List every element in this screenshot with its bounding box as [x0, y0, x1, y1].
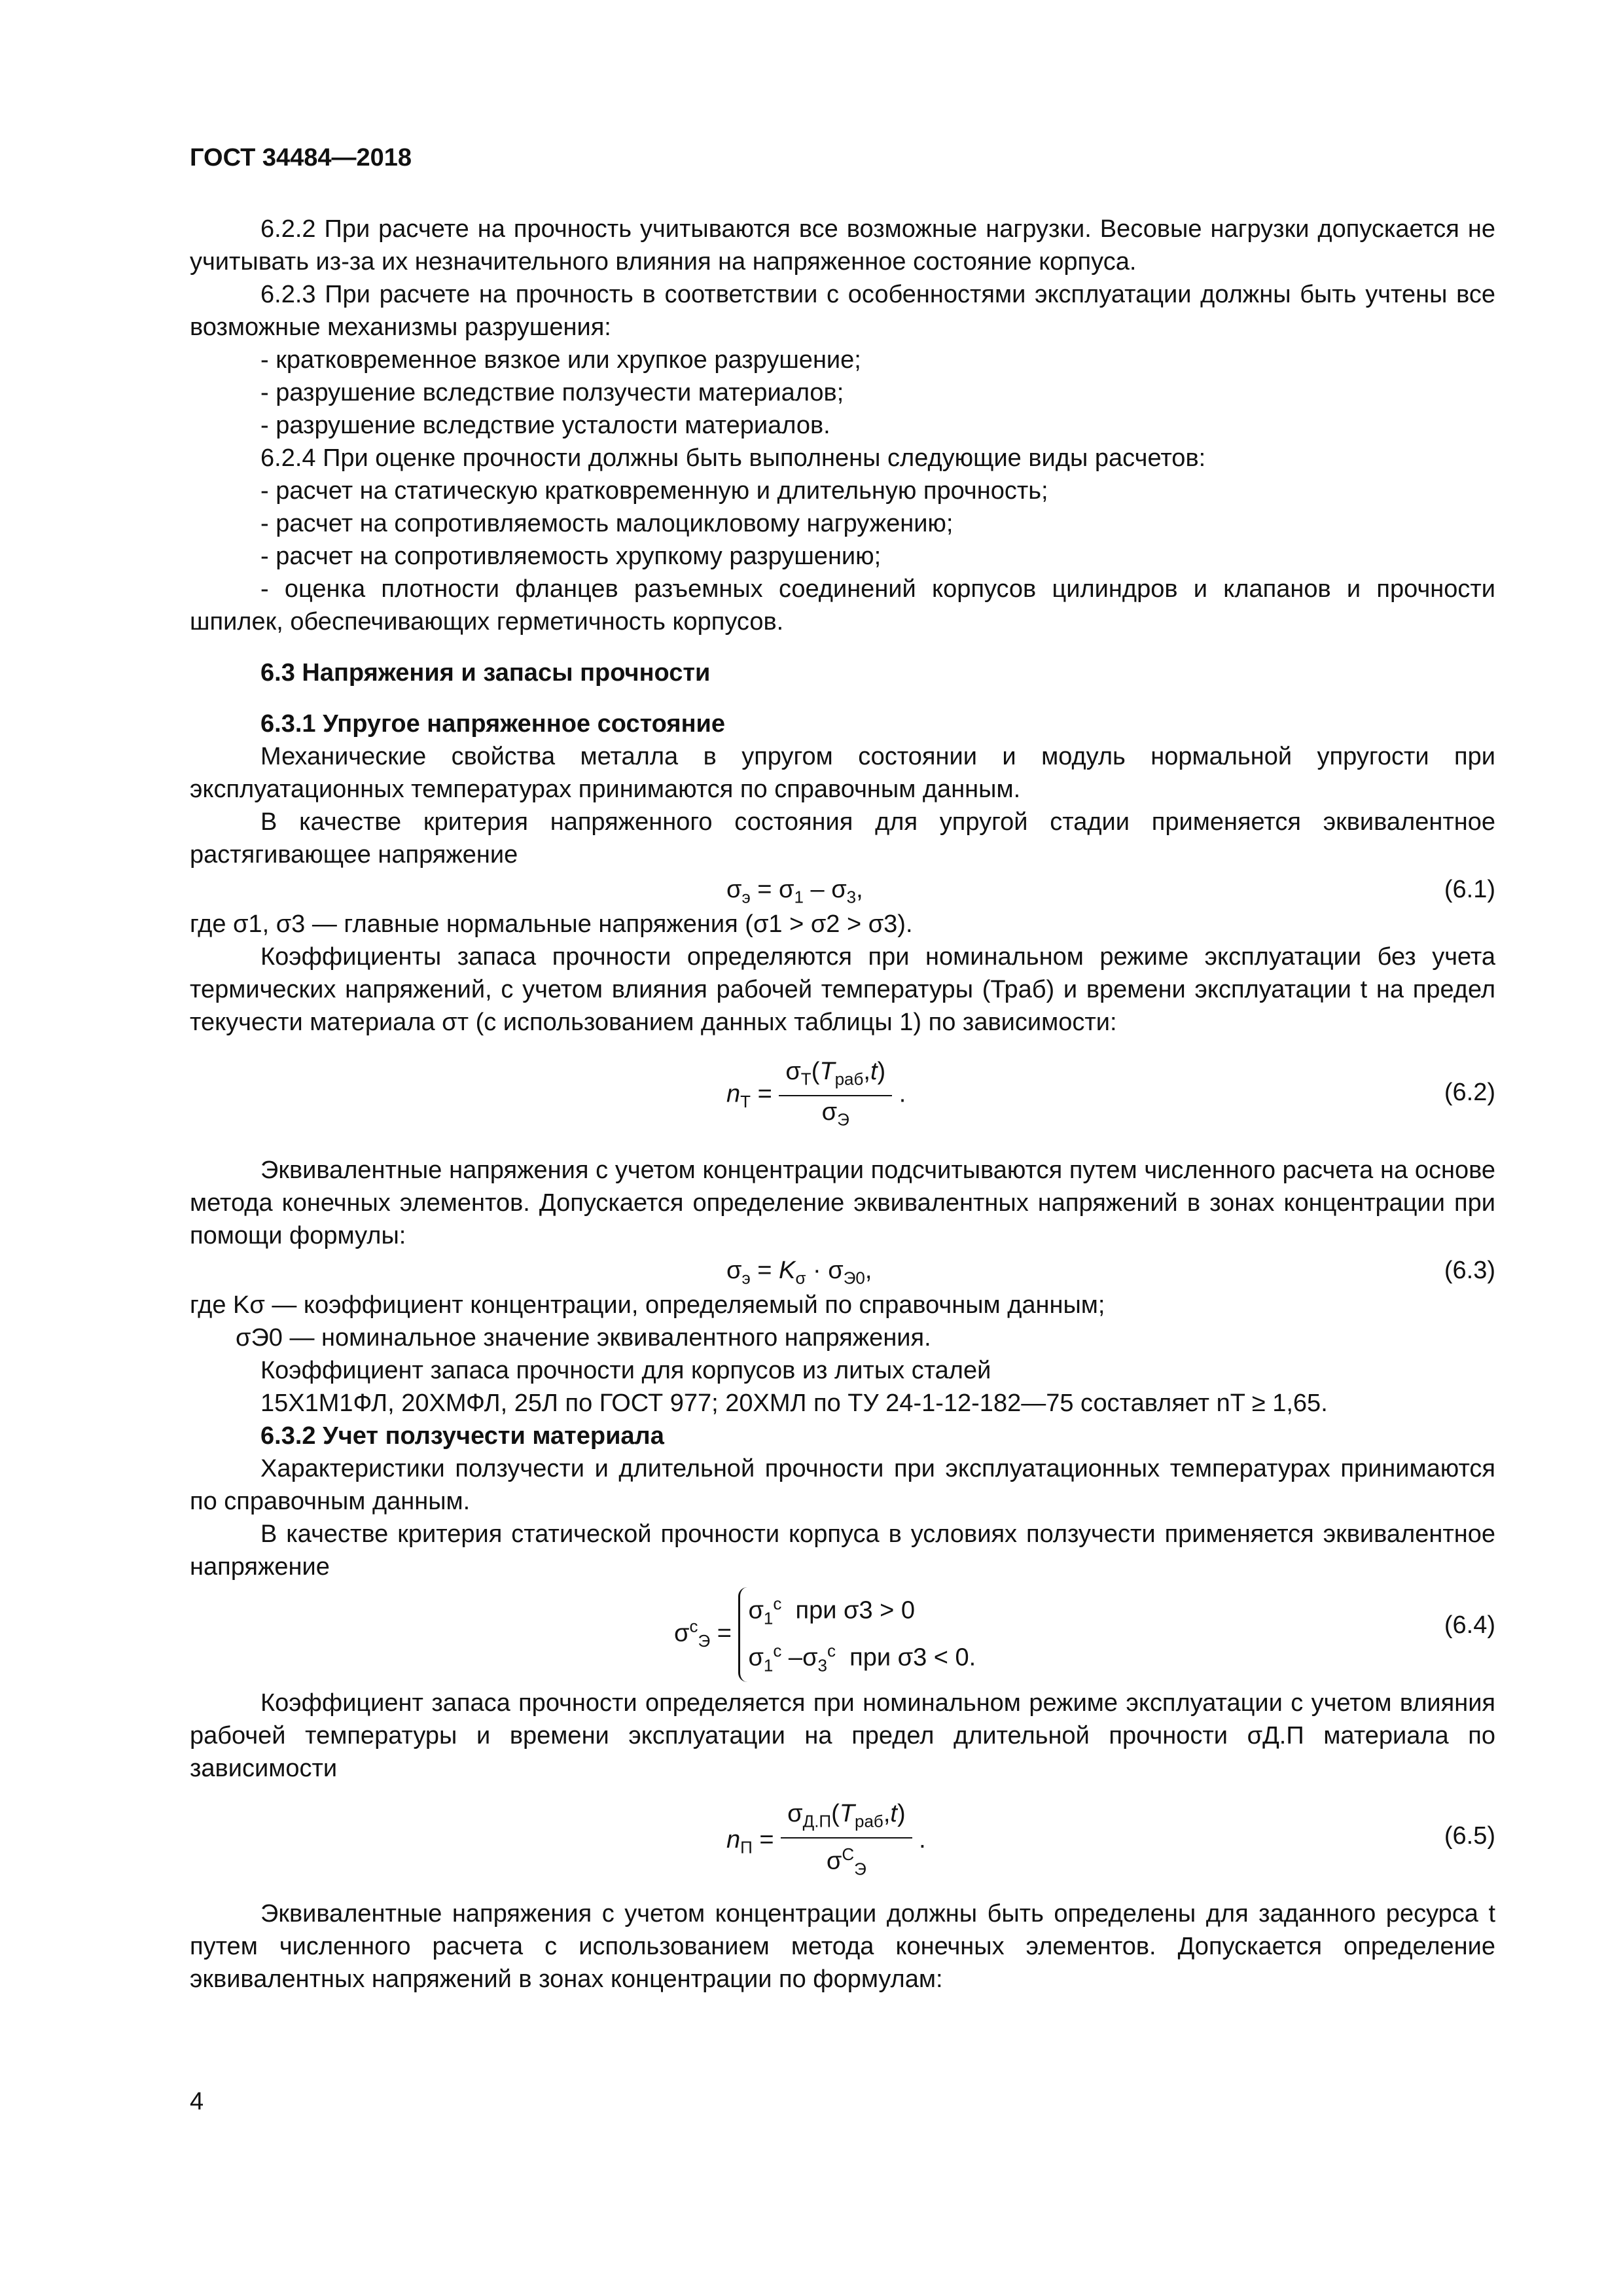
list-item: - расчет на статическую кратковременную и длительную прочность; [260, 477, 1048, 505]
paragraph: В качестве критерия статической прочности корпуса в условиях ползучести применяется эквивалентное напряжение [190, 1520, 1495, 1581]
equation-number: (6.5) [1444, 1822, 1495, 1850]
paragraph: Коэффициент запаса прочности для корпусов из литых сталей [260, 1357, 991, 1384]
section-heading-6-3-2: 6.3.2 Учет ползучести материала [260, 1422, 664, 1450]
list-item: - кратковременное вязкое или хрупкое разрушение; [260, 346, 861, 374]
paragraph: Коэффициент запаса прочности определяется при номинальном режиме эксплуатации с учетом влияния рабочей температуры и времени эксплуатации на предел длительной прочности σД.П материала по зависимости [190, 1689, 1495, 1782]
paragraph: Коэффициенты запаса прочности определяются при номинальном режиме эксплуатации без учета термических напряжений, с учетом влияния рабочей температуры (Траб) и времени эксплуатации t на предел текучести материала σт (с использованием данных таблицы 1) по зависимости: [190, 943, 1495, 1036]
equation-6-4 [190, 1583, 1495, 1676]
paragraph: Характеристики ползучести и длительной прочности при эксплуатационных температурах принимаются по справочным данным. [190, 1455, 1495, 1515]
equation-number: (6.2) [1444, 1079, 1495, 1106]
paragraph-6-2-4: 6.2.4 При оценке прочности должны быть выполнены следующие виды расчетов: [260, 444, 1206, 472]
list-item: - оценка плотности фланцев разъемных соединений корпусов цилиндров и клапанов и прочности шпилек, обеспечивающих герметичность корпусов. [190, 575, 1495, 636]
paragraph: Эквивалентные напряжения с учетом концентрации подсчитываются путем численного расчета на основе метода конечных элементов. Допускается определение эквивалентных напряжений в зонах концентрации при помощи формулы: [190, 1157, 1495, 1249]
equation-body: $n_Т$ = $\frac{\sigma_Т(Т_{раб},t)}{\sigma_Э}$ . [726, 1056, 906, 1135]
equation-number: (6.1) [1444, 876, 1495, 903]
equation-body: $n_П$ = $\frac{\sigma_{Д.П}(Т_{раб},t)}{\sigma^С_Э}$ . [726, 1798, 926, 1884]
document-page [190, 144, 1495, 1996]
where-clause: где Kσ — коэффициент концентрации, определяемый по справочным данным; [190, 1291, 1105, 1319]
equation-6-5 [190, 1794, 1495, 1879]
where-clause: σЭ0 — номинальное значение эквивалентного напряжения. [236, 1324, 931, 1352]
paragraph-6-2-3: 6.2.3 При расчете на прочность в соответствии с особенностями эксплуатации должны быть учтены все возможные механизмы разрушения: [190, 281, 1495, 341]
list-item: - расчет на сопротивляемость хрупкому разрушению; [260, 543, 882, 570]
equation-body: $\sigma_э = K_\sigma \cdot \sigma_{Э0}$, [726, 1257, 872, 1288]
paragraph: Механические свойства металла в упругом состоянии и модуль нормальной упругости при эксплуатационных температурах принимаются по справочным данным. [190, 743, 1495, 803]
section-heading-6-3-1: 6.3.1 Упругое напряженное состояние [260, 710, 726, 738]
equation-number: (6.4) [1444, 1611, 1495, 1639]
list-item: - разрушение вследствие ползучести материалов; [260, 379, 844, 406]
paragraph: В качестве критерия напряженного состояния для упругой стадии применяется эквивалентное растягивающее напряжение [190, 808, 1495, 869]
paragraph: 15Х1М1ФЛ, 20ХМФЛ, 25Л по ГОСТ 977; 20ХМЛ по ТУ 24-1-12-182—75 составляет nT ≥ 1,65. [260, 1390, 1328, 1417]
equation-body: $\sigma_э = \sigma_1 - \sigma_3$, [726, 876, 863, 907]
list-item: - расчет на сопротивляемость малоцикловому нагружению; [260, 510, 954, 537]
equation-body: $\sigma^с_Э = \sigma_1^с$ при σ3 > 0 $\sigma_1^с$ $-\sigma_3^с$ при σ3 < 0. [674, 1587, 976, 1682]
equation-6-2 [190, 1050, 1495, 1136]
section-heading-6-3: 6.3 Напряжения и запасы прочности [260, 659, 711, 687]
equation-number: (6.3) [1444, 1257, 1495, 1284]
equation-6-1 [190, 871, 1495, 908]
paragraph: Эквивалентные напряжения с учетом концентрации должны быть определены для заданного ресурса t путем численного расчета с использованием метода конечных элементов. Допускается определение эквивалентных напряжений в зонах концентрации по формулам: [190, 1900, 1495, 1993]
document-header: ГОСТ 34484—2018 [190, 144, 412, 171]
paragraph-6-2-2: 6.2.2 При расчете на прочность учитываются все возможные нагрузки. Весовые нагрузки допускается не учитывать из-за их незначительного влияния на напряженное состояние корпуса. [190, 215, 1495, 276]
equation-6-3 [190, 1252, 1495, 1289]
where-clause: где σ1, σ3 — главные нормальные напряжения (σ1 > σ2 > σ3). [190, 910, 913, 938]
list-item: - разрушение вследствие усталости материалов. [260, 412, 830, 439]
page-number: 4 [190, 2088, 204, 2115]
